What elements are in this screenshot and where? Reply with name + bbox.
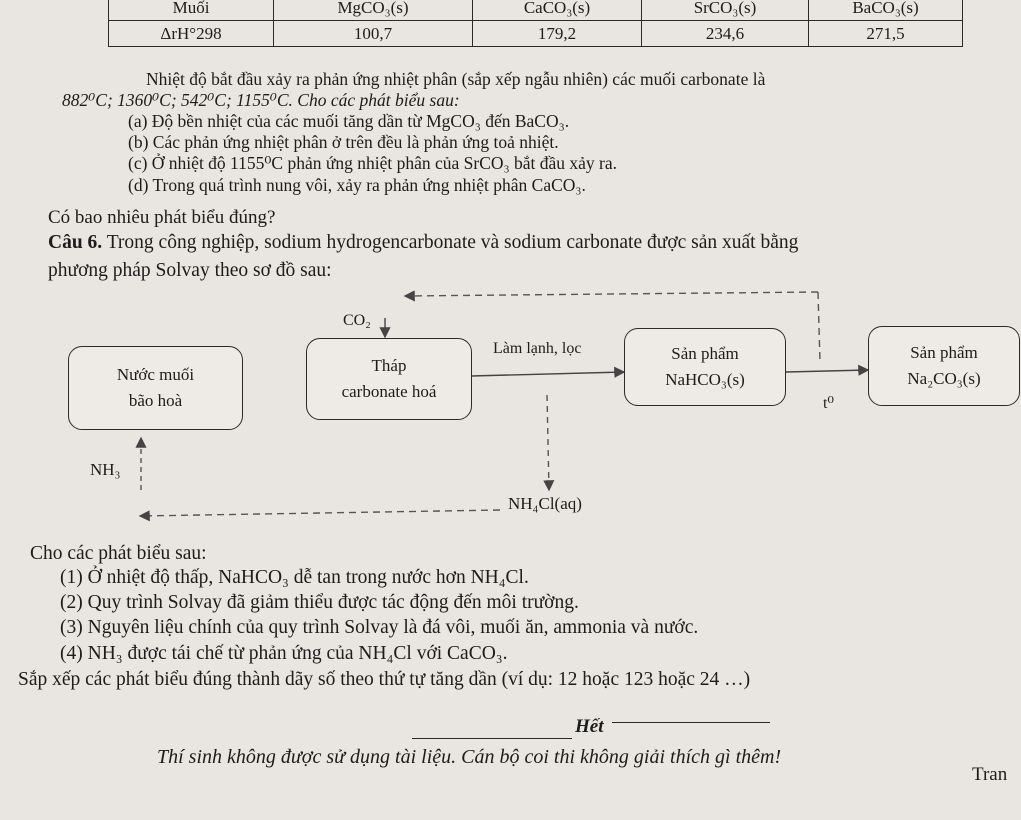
q6-statement-2: (2) Quy trình Solvay đã giảm thiểu được tác động đến môi trường. [60, 592, 579, 613]
table-cell: 234,6 [642, 21, 809, 47]
table-cell: 179,2 [473, 21, 642, 47]
box-saturated-brine [68, 346, 243, 430]
label-co2: CO₂ [343, 312, 371, 329]
box-carbonation-tower [306, 338, 472, 420]
q5-statement-d: (d) Trong quá trình nung vôi, xảy ra phản ứng nhiệt phân CaCO₃. [128, 175, 586, 195]
q6-intro-line2: phương pháp Solvay theo sơ đồ sau: [48, 260, 332, 281]
label-nh4cl: NH₄Cl(aq) [508, 494, 582, 513]
table-cell: 100,7 [274, 21, 473, 47]
box-nahco3-product [624, 328, 786, 406]
box-saturated-brine-line2: bão hoà [128, 391, 183, 410]
q5-statement-b: (b) Các phản ứng nhiệt phân ở trên đều là phản ứng toả nhiệt. [128, 132, 559, 152]
table-header-cell: Muối [109, 0, 274, 21]
q6-instruction: Sắp xếp các phát biểu đúng thành dãy số theo thứ tự tăng dần (ví dụ: 12 hoặc 123 hoặc 24 …) [18, 669, 751, 690]
label-cool-filter: Làm lạnh, lọc [493, 340, 582, 357]
footer-rule-right [612, 722, 770, 723]
label-nh3: NH₃ [90, 460, 121, 479]
q5-question: Có bao nhiêu phát biểu đúng? [48, 207, 276, 228]
q5-statement-a: (a) Độ bền nhiệt của các muối tăng dần từ MgCO₃ đến BaCO₃. [128, 111, 570, 131]
footer-rule-left [412, 738, 572, 739]
table-row-label: ΔrH°298 [109, 21, 274, 47]
box-carbonation-tower-line1: Tháp [371, 356, 407, 375]
table-header-cell: CaCO₃(s) [473, 0, 642, 21]
table-cell: 271,5 [809, 21, 963, 47]
table-header-cell: MgCO₃(s) [274, 0, 473, 21]
label-heat: t⁰ [823, 395, 834, 412]
q6-title: Câu 6. [48, 232, 103, 253]
q5-intro-line1: Nhiệt độ bắt đầu xảy ra phản ứng nhiệt phân (sắp xếp ngẫu nhiên) các muối carbonate là [146, 69, 766, 89]
q5-intro-line2: 882⁰C; 1360⁰C; 542⁰C; 1155⁰C. Cho các phát biểu sau: [62, 90, 460, 110]
box-nahco3-product-line2: NaHCO₃(s) [665, 370, 745, 389]
table-header-cell: BaCO₃(s) [809, 0, 963, 21]
q6-statement-1: (1) Ở nhiệt độ thấp, NaHCO₃ dễ tan trong nước hơn NH₄Cl. [60, 567, 529, 588]
footer-page-fragment: Tran [972, 764, 1008, 785]
q6-statements-intro: Cho các phát biểu sau: [30, 543, 207, 564]
box-na2co3-product-line2: Na₂CO₃(s) [907, 369, 981, 388]
table-header-cell: SrCO₃(s) [642, 0, 809, 21]
q6-intro-text: Trong công nghiệp, sodium hydrogencarbonate và sodium carbonate được sản xuất bằng [102, 232, 799, 253]
footer-note: Thí sinh không được sử dụng tài liệu. Cán bộ coi thi không giải thích gì thêm! [157, 746, 782, 768]
box-nahco3-product-line1: Sản phẩm [671, 344, 739, 363]
q6-statement-3: (3) Nguyên liệu chính của quy trình Solvay là đá vôi, muối ăn, ammonia và nước. [60, 617, 699, 638]
box-na2co3-product-line1: Sản phẩm [910, 343, 978, 362]
box-saturated-brine-line1: Nước muối [116, 365, 195, 384]
q6-statement-4: (4) NH₃ được tái chế từ phản ứng của NH₄Cl với CaCO₃. [60, 643, 508, 664]
box-carbonation-tower-line2: carbonate hoá [341, 382, 437, 401]
footer-end: Hết [575, 716, 604, 737]
box-na2co3-product [868, 326, 1020, 406]
q5-statement-c: (c) Ở nhiệt độ 1155⁰C phản ứng nhiệt phân của SrCO₃ bắt đầu xảy ra. [128, 153, 617, 173]
